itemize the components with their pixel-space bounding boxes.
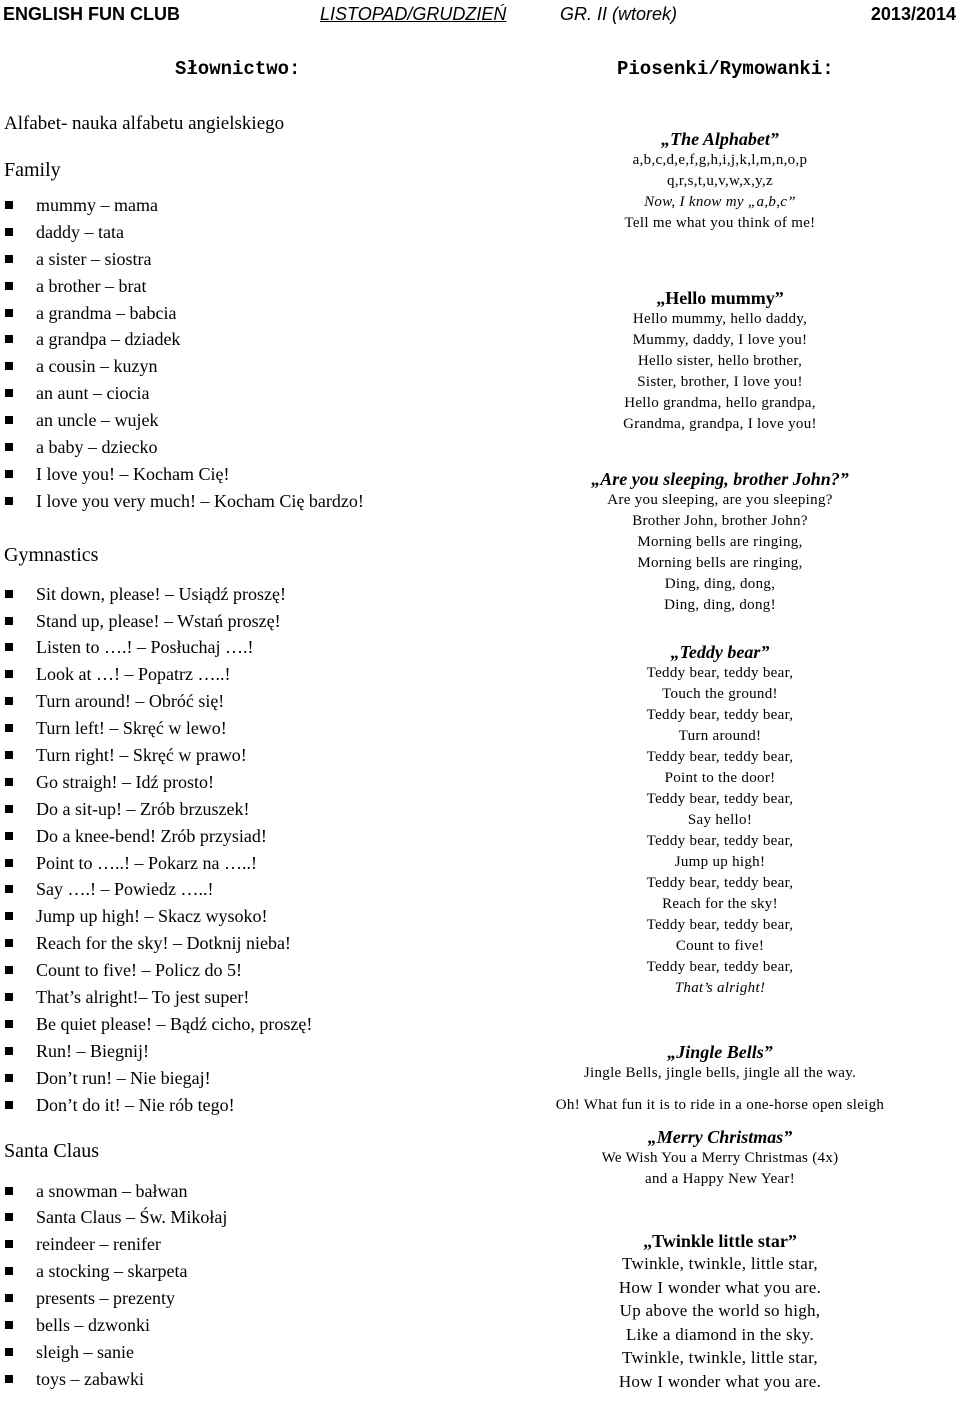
song-line: We Wish You a Merry Christmas (4x) <box>601 1150 839 1166</box>
song-line: Sister, brother, I love you! <box>637 374 803 390</box>
song-alphabet <box>480 128 960 234</box>
song-line: q,r,s,t,u,v,w,x,y,z <box>667 173 773 189</box>
song-line: Teddy bear, teddy bear, <box>646 917 794 933</box>
song-line: That’s alright! <box>674 980 766 996</box>
list-item: a grandma – babcia <box>0 300 460 327</box>
song-line: Ding, ding, dong! <box>664 597 776 613</box>
gymnastics-list <box>0 581 460 1119</box>
list-item: reindeer – renifer <box>0 1231 460 1258</box>
song-title: „The Alphabet” <box>661 129 779 149</box>
song-line: How I wonder what you are. <box>618 1277 822 1297</box>
list-item: Turn right! – Skręć w prawo! <box>0 742 460 769</box>
song-line: Teddy bear, teddy bear, <box>646 665 794 681</box>
santa-claus-title: Santa Claus <box>4 1139 99 1162</box>
song-line: Point to the door! <box>664 770 776 786</box>
family-title: Family <box>4 159 61 181</box>
list-item: Turn left! – Skręć w lewo! <box>0 715 460 742</box>
song-line: Teddy bear, teddy bear, <box>646 791 794 807</box>
song-line: Mummy, daddy, I love you! <box>632 332 808 348</box>
list-item: a grandpa – dziadek <box>0 326 460 353</box>
group-label: GR. II (wtorek) <box>560 4 678 24</box>
song-hello-mummy <box>480 287 960 435</box>
gymnastics-title: Gymnastics <box>4 543 99 566</box>
song-line: Teddy bear, teddy bear, <box>646 749 794 765</box>
list-item: Don’t do it! – Nie rób tego! <box>0 1092 460 1119</box>
song-line: Teddy bear, teddy bear, <box>646 833 794 849</box>
song-line: How I wonder what you are. <box>618 1371 822 1391</box>
list-item: Santa Claus – Św. Mikołaj <box>0 1204 460 1231</box>
song-line: Oh! What fun it is to ride in a one-horse open sleigh <box>555 1097 885 1113</box>
vocabulary-title: Słownictwo: <box>175 58 301 80</box>
month-label: LISTOPAD/GRUDZIEŃ <box>320 4 507 24</box>
list-item: a brother – brat <box>0 273 460 300</box>
list-item: a snowman – bałwan <box>0 1178 460 1205</box>
song-line: Hello mummy, hello daddy, <box>632 311 808 327</box>
list-item: a stocking – skarpeta <box>0 1258 460 1285</box>
song-title: „Are you sleeping, brother John?” <box>591 469 849 489</box>
song-teddy-bear <box>480 641 960 999</box>
song-line: a,b,c,d,e,f,g,h,i,j,k,l,m,n,o,p <box>632 152 808 168</box>
song-line: Touch the ground! <box>662 686 778 702</box>
song-line: Are you sleeping, are you sleeping? <box>607 492 833 508</box>
list-item: Do a knee-bend! Zrób przysiad! <box>0 823 460 850</box>
list-item: Stand up, please! – Wstań proszę! <box>0 608 460 635</box>
song-are-you-sleeping <box>480 468 960 616</box>
list-item: Go straigh! – Idź prosto! <box>0 769 460 796</box>
songs-title: Piosenki/Rymowanki: <box>617 58 834 80</box>
list-item: I love you! – Kocham Cię! <box>0 461 460 488</box>
list-item: Jump up high! – Skacz wysoko! <box>0 903 460 930</box>
list-item: presents – prezenty <box>0 1285 460 1312</box>
list-item: Run! – Biegnij! <box>0 1038 460 1065</box>
list-item: Do a sit-up! – Zrób brzuszek! <box>0 796 460 823</box>
song-line: Teddy bear, teddy bear, <box>646 959 794 975</box>
vocabulary-column <box>0 110 460 1393</box>
song-line: Say hello! <box>687 812 753 828</box>
list-item: toys – zabawki <box>0 1366 460 1393</box>
list-item: Point to …..! – Pokarz na …..! <box>0 850 460 877</box>
song-line: Like a diamond in the sky. <box>626 1324 814 1344</box>
song-twinkle-little-star <box>480 1230 960 1393</box>
list-item: a cousin – kuzyn <box>0 353 460 380</box>
list-item: Count to five! – Policz do 5! <box>0 957 460 984</box>
song-title: „Hello mummy” <box>656 288 784 308</box>
songs-column <box>480 128 960 1393</box>
list-item: an aunt – ciocia <box>0 380 460 407</box>
list-item: bells – dzwonki <box>0 1312 460 1339</box>
school-year: 2013/2014 <box>870 4 956 24</box>
song-line: Reach for the sky! <box>662 896 778 912</box>
song-line: Morning bells are ringing, <box>637 555 803 571</box>
song-line: Up above the world so high, <box>619 1301 821 1320</box>
list-item: Say ….! – Powiedz …..! <box>0 876 460 903</box>
list-item: sleigh – sanie <box>0 1339 460 1366</box>
song-line: Teddy bear, teddy bear, <box>646 707 794 723</box>
song-line: Jingle Bells, jingle bells, jingle all the way. <box>583 1065 857 1081</box>
list-item: That’s alright!– To jest super! <box>0 984 460 1011</box>
song-line: Grandma, grandpa, I love you! <box>623 416 817 432</box>
list-item: I love you very much! – Kocham Cię bardzo! <box>0 488 460 515</box>
list-item: Turn around! – Obróć się! <box>0 688 460 715</box>
song-line: Morning bells are ringing, <box>637 534 803 550</box>
song-line: Brother John, brother John? <box>632 513 808 529</box>
list-item: an uncle – wujek <box>0 407 460 434</box>
list-item: Be quiet please! – Bądź cicho, proszę! <box>0 1011 460 1038</box>
song-title: „Merry Christmas” <box>647 1127 793 1147</box>
list-item: Look at …! – Popatrz …..! <box>0 661 460 688</box>
song-line: and a Happy New Year! <box>644 1171 795 1187</box>
song-line: Count to five! <box>675 938 765 954</box>
song-title: „Jingle Bells” <box>667 1042 773 1062</box>
list-item: Don’t run! – Nie biegaj! <box>0 1065 460 1092</box>
list-item: a baby – dziecko <box>0 434 460 461</box>
club-name: ENGLISH FUN CLUB <box>3 4 180 24</box>
song-merry-christmas <box>480 1126 960 1190</box>
list-item: mummy – mama <box>0 192 460 219</box>
song-title: „Teddy bear” <box>670 642 770 662</box>
list-item: Reach for the sky! – Dotknij nieba! <box>0 930 460 957</box>
family-list <box>0 192 460 515</box>
song-line: Teddy bear, teddy bear, <box>646 875 794 891</box>
song-line: Now, I know my „a,b,c” <box>644 194 796 210</box>
list-item: daddy – tata <box>0 219 460 246</box>
list-item: Sit down, please! – Usiądź proszę! <box>0 581 460 608</box>
page-header <box>0 0 960 26</box>
song-line: Tell me what you think of me! <box>624 215 816 231</box>
song-line: Hello sister, hello brother, <box>637 353 803 369</box>
song-jingle-bells <box>480 1041 960 1116</box>
song-title: „Twinkle little star” <box>643 1231 797 1251</box>
song-line: Twinkle, twinkle, little star, <box>622 1254 818 1273</box>
song-line: Jump up high! <box>674 854 766 870</box>
song-line: Twinkle, twinkle, little star, <box>622 1348 818 1367</box>
song-line: Hello grandma, hello grandpa, <box>624 395 816 411</box>
song-line: Ding, ding, dong, <box>664 576 776 592</box>
alphabet-note: Alfabet- nauka alfabetu angielskiego <box>4 113 285 134</box>
santa-claus-list <box>0 1178 460 1393</box>
song-line: Turn around! <box>678 728 762 744</box>
list-item: Listen to ….! – Posłuchaj ….! <box>0 634 460 661</box>
list-item: a sister – siostra <box>0 246 460 273</box>
